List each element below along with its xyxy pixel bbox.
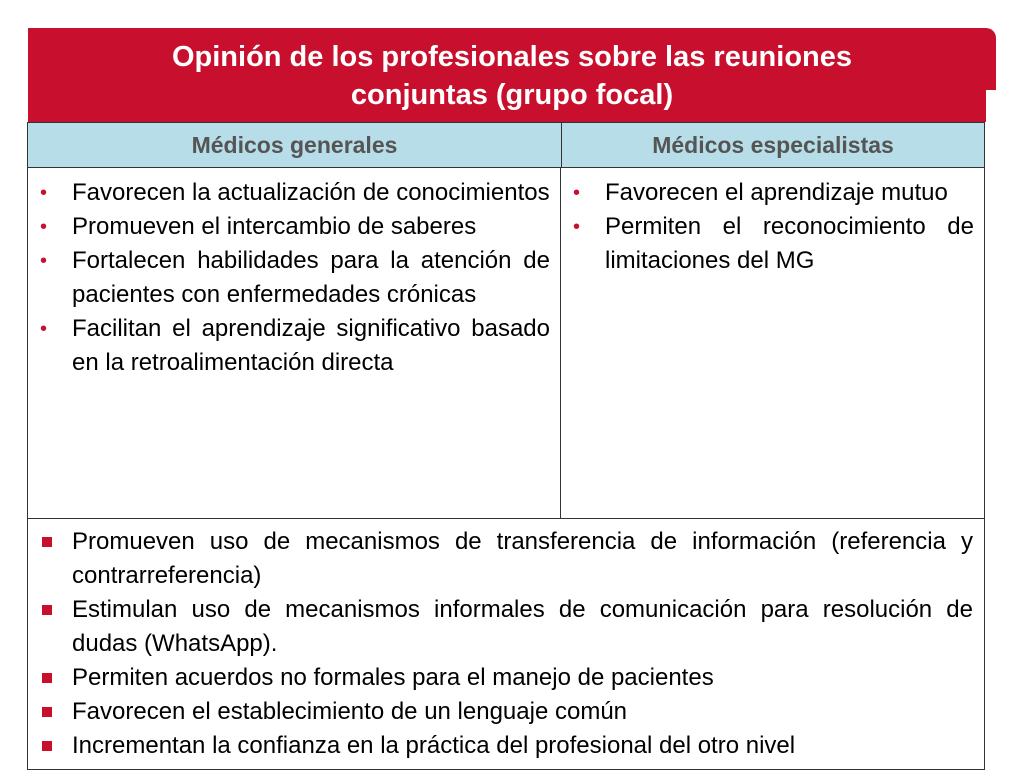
- page-title-line-2: conjuntas (grupo focal): [350, 79, 674, 111]
- especialistas-cell: [561, 168, 984, 518]
- bullet-dot-icon: •: [40, 318, 48, 340]
- list-item: [571, 176, 974, 210]
- bullet-square-icon: [42, 537, 52, 547]
- list-item: [571, 210, 974, 278]
- bullet-dot-icon: •: [40, 216, 48, 238]
- list-item: [38, 593, 973, 661]
- page-title: [28, 38, 996, 114]
- list-item: [38, 661, 973, 695]
- header-medicos-especialistas: Médicos especialistas: [652, 131, 894, 158]
- bullet-square-icon: [42, 741, 52, 751]
- page-title-line-1: Opinión de los profesionales sobre las reuniones: [171, 41, 853, 73]
- list-item-text: Favorecen el aprendizaje mutuo: [605, 179, 948, 206]
- list-item-text: Favorecen el establecimiento de un lenguaje común: [72, 698, 628, 725]
- header-medicos-generales: Médicos generales: [28, 123, 562, 167]
- bullet-square-icon: [42, 673, 52, 683]
- list-item-text: Permiten el reconocimiento de limitaciones del MG: [605, 213, 974, 274]
- generales-cell: [28, 168, 561, 518]
- bullet-square-icon: [42, 605, 52, 615]
- generales-list: [38, 176, 550, 380]
- shared-findings-row: [28, 519, 984, 763]
- list-item-text: Favorecen la actualización de conocimientos: [72, 179, 550, 206]
- list-item-text: Incrementan la confianza en la práctica del profesional del otro nivel: [72, 732, 796, 759]
- list-item: [38, 729, 973, 763]
- list-item: [38, 244, 550, 312]
- comparison-table: [27, 122, 985, 770]
- bullet-square-icon: [42, 707, 52, 717]
- bullet-dot-icon: •: [40, 182, 48, 204]
- list-item: [38, 312, 550, 380]
- bullet-dot-icon: •: [573, 182, 581, 204]
- table-header-row: [28, 123, 984, 168]
- list-item: [38, 176, 550, 210]
- list-item-text: Estimulan uso de mecanismos informales de comunicación para resolución de dudas (WhatsApp).: [72, 596, 973, 657]
- bullet-dot-icon: •: [573, 216, 581, 238]
- list-item: [38, 525, 973, 593]
- bullet-dot-icon: •: [40, 250, 48, 272]
- list-item: [38, 695, 973, 729]
- list-item: [38, 210, 550, 244]
- list-item-text: Permiten acuerdos no formales para el manejo de pacientes: [72, 664, 714, 691]
- list-item-text: Promueven el intercambio de saberes: [72, 213, 477, 240]
- shared-findings-list: [38, 525, 973, 763]
- list-item-text: Facilitan el aprendizaje significativo basado en la retroalimentación directa: [72, 315, 550, 376]
- list-item-text: Promueven uso de mecanismos de transferencia de información (referencia y contrarreferencia): [72, 528, 973, 589]
- table-body-row: [28, 168, 984, 519]
- especialistas-list: [571, 176, 974, 278]
- list-item-text: Fortalecen habilidades para la atención de pacientes con enfermedades crónicas: [72, 247, 550, 308]
